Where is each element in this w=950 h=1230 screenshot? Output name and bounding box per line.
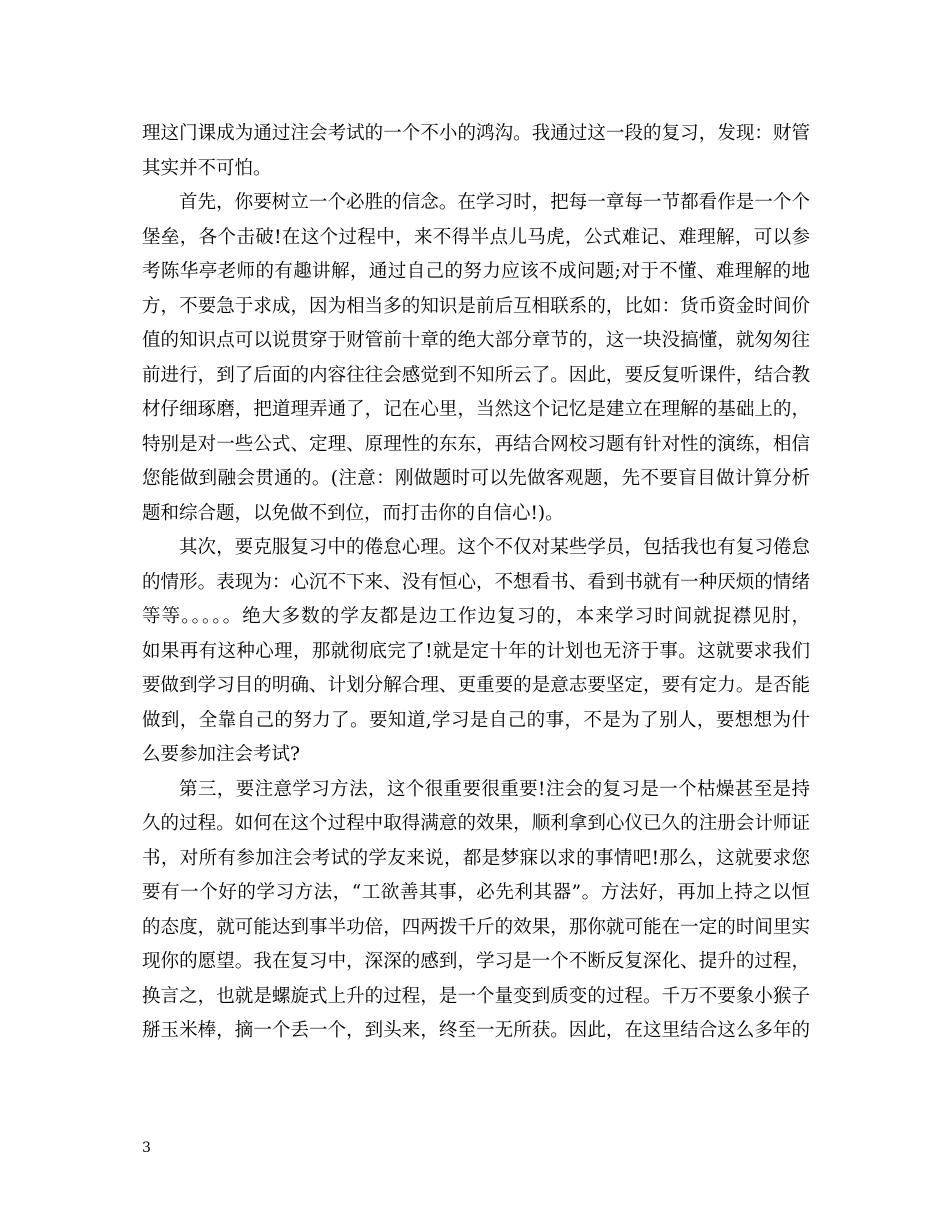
page-number: 3 [142,1140,151,1156]
text-line: 做到，全靠自己的努力了。要知道,学习是自己的事，不是为了别人，要想想为什 [142,709,810,731]
text-line: 的情形。表现为：心沉不下来、没有恒心，不想看书、看到书就有一种厌烦的情绪 [142,571,810,593]
document-body [142,117,810,1049]
text-line: 方，不要急于求成，因为相当多的知识是前后互相联系的，比如：货币资金时间价 [142,295,810,317]
paragraph [142,117,810,186]
text-line: 考陈华亭老师的有趣讲解，通过自己的努力应该不成问题;对于不懂、难理解的地 [142,261,810,282]
paragraph [142,186,810,531]
text-line: 换言之，也就是螺旋式上升的过程，是一个量变到质变的过程。千万不要象小猴子 [142,985,810,1007]
text-line: 久的过程。如何在这个过程中取得满意的效果，顺利拿到心仪已久的注册会计师证 [142,813,810,834]
paragraph [142,531,810,773]
text-line: 您能做到融会贯通的。(注意：刚做题时可以先做客观题，先不要盲目做计算分析 [142,468,810,489]
paragraph [142,773,810,1049]
text-line: 的态度，就可能达到事半功倍，四两拨千斤的效果，那你就可能在一定的时间里实 [142,916,810,938]
text-line: 书，对所有参加注会考试的学友来说，都是梦寐以求的事情吧!那么，这就要求您 [142,847,810,869]
text-line: 题和综合题，以免做不到位，而打击你的自信心!)。 [142,502,564,524]
text-line: 值的知识点可以说贯穿于财管前十章的绝大部分章节的，这一块没搞懂，就匆匆往 [142,330,810,351]
text-line: 要做到学习目的明确、计划分解合理、更重要的是意志要坚定，要有定力。是否能 [142,675,810,696]
text-line: 特别是对一些公式、定理、原理性的东东，再结合网校习题有针对性的演练，相信 [142,433,810,455]
text-line: 掰玉米棒，摘一个丢一个，到头来，终至一无所获。因此，在这里结合这么多年的 [142,1020,810,1041]
text-line: 第三，要注意学习方法，这个很重要很重要!注会的复习是一个枯燥甚至是持 [179,778,810,800]
text-line: 么要参加注会考试? [142,744,300,765]
text-line: 其次，要克服复习中的倦怠心理。这个不仅对某些学员，包括我也有复习倦怠 [179,537,810,558]
text-line: 材仔细琢磨，把道理弄通了，记在心里，当然这个记忆是建立在理解的基础上的， [142,399,810,420]
text-line: 首先，你要树立一个必胜的信念。在学习时，把每一章每一节都看作是一个个 [179,192,810,213]
text-line: 理这门课成为通过注会考试的一个不小的鸿沟。我通过这一段的复习，发现：财管 [142,123,810,144]
text-line: 等等。。。。。绝大多数的学友都是边工作边复习的，本来学习时间就捉襟见肘， [142,606,810,627]
text-line: 其实并不可怕。 [142,157,272,179]
text-line: 堡垒，各个击破!在这个过程中，来不得半点儿马虎，公式难记、难理解，可以参 [142,226,810,248]
text-line: 前进行，到了后面的内容往往会感觉到不知所云了。因此，要反复听课件，结合教 [142,364,810,386]
text-line: 现你的愿望。我在复习中，深深的感到，学习是一个不断反复深化、提升的过程， [142,951,810,972]
text-line: 如果再有这种心理，那就彻底完了!就是定十年的计划也无济于事。这就要求我们 [142,640,810,662]
text-line: 要有一个好的学习方法，“工欲善其事，必先利其器”。方法好，再加上持之以恒 [142,882,810,903]
